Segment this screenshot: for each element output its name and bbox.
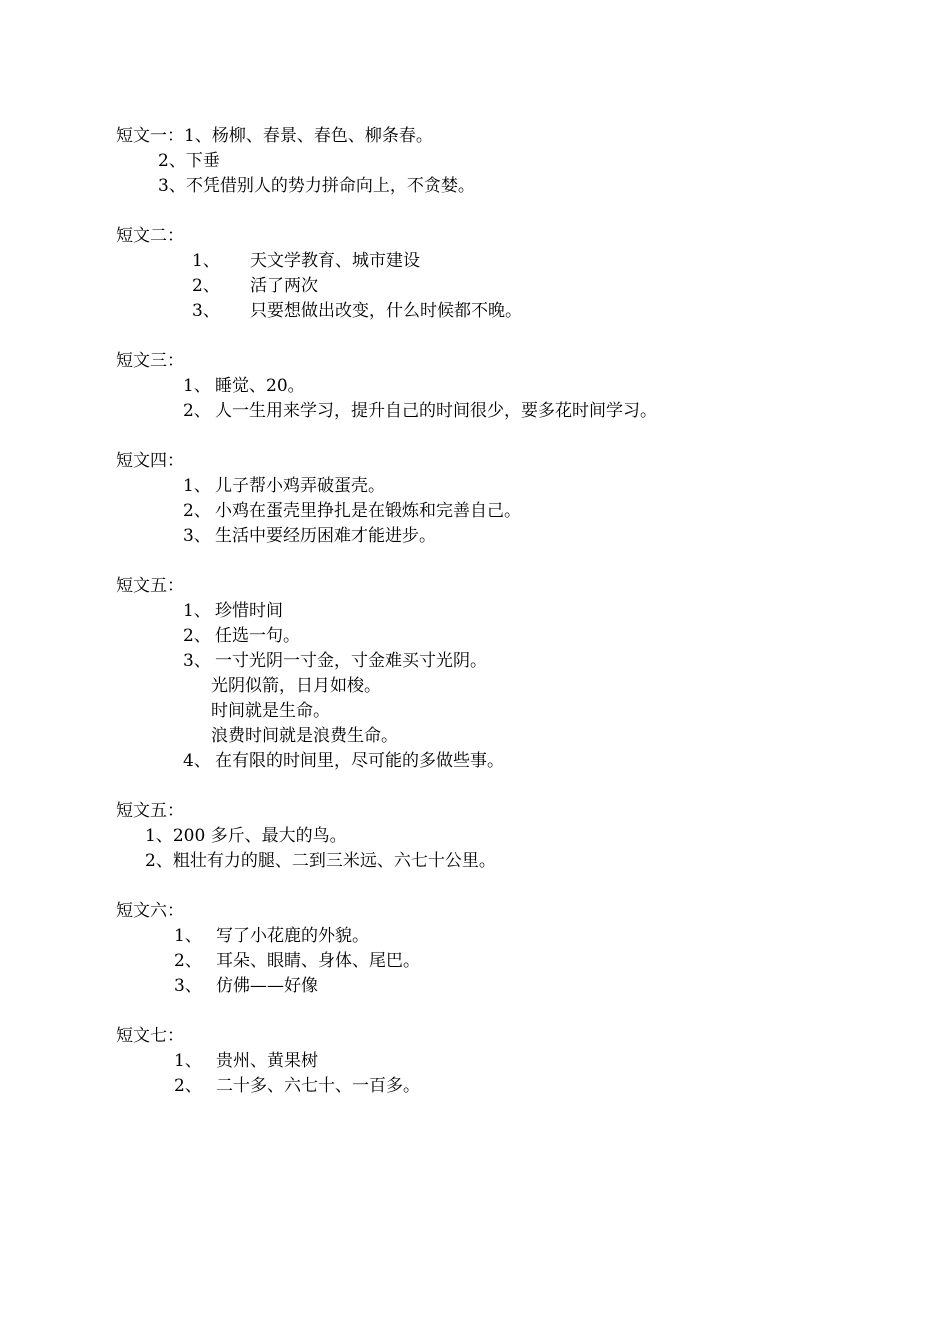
section-4-heading: 短文四： [116,451,184,471]
section-5-item-2-text: 任选一句。 [215,626,300,646]
section-2-heading: 短文二： [116,226,184,246]
section-2-item-1-text: 天文学教育、城市建设 [250,251,420,271]
section-3-item-2-text: 人一生用来学习，提升自己的时间很少，要多花时间学习。 [215,401,657,421]
section-4-item-1-num: 1、 [183,476,211,496]
section-5-heading: 短文五： [116,576,184,596]
section-2-item-3-text: 只要想做出改变，什么时候都不晚。 [250,301,522,321]
section-2-item-1-num: 1、 [192,251,220,271]
section-2-item-3-num: 3、 [192,301,220,321]
section-5-item-3-line-4: 浪费时间就是浪费生命。 [211,726,398,746]
section-2-item-2-num: 2、 [192,276,220,296]
section-5-item-3-line-2: 光阴似箭，日月如梭。 [211,676,381,696]
section-6-heading: 短文六： [116,901,184,921]
section-3-item-1-text: 睡觉、20。 [215,376,305,396]
section-1-heading: 短文一：1、杨柳、春景、春色、柳条春。 [116,126,433,146]
section-7-item-2-num: 2、 [174,1076,202,1096]
section-5-item-2-num: 2、 [183,626,211,646]
section-7-item-1-num: 1、 [174,1051,202,1071]
section-5-item-3-text: 一寸光阴一寸金，寸金难买寸光阴。 [215,651,487,671]
section-6-item-3-num: 3、 [174,976,202,996]
section-1-item-3: 3、不凭借别人的势力拼命向上，不贪婪。 [158,176,475,196]
section-5b-heading: 短文五： [116,801,184,821]
section-4-item-2-text: 小鸡在蛋壳里挣扎是在锻炼和完善自己。 [215,501,521,521]
section-6-item-1-text: 写了小花鹿的外貌。 [216,926,369,946]
section-5-item-3-num: 3、 [183,651,211,671]
section-3-heading: 短文三： [116,351,184,371]
section-7-item-1-text: 贵州、黄果树 [216,1051,318,1071]
section-5-item-4-num: 4、 [183,751,211,771]
section-5b-item-2: 2、粗壮有力的腿、二到三米远、六七十公里。 [145,851,496,871]
section-6-item-1-num: 1、 [174,926,202,946]
section-4-item-3-text: 生活中要经历困难才能进步。 [215,526,436,546]
section-1-item-2: 2、下垂 [158,151,220,171]
section-5-item-4-text: 在有限的时间里，尽可能的多做些事。 [215,751,504,771]
section-4-item-3-num: 3、 [183,526,211,546]
section-5-item-3-line-3: 时间就是生命。 [211,701,330,721]
section-5-item-1-text: 珍惜时间 [215,601,283,621]
section-3-item-2-num: 2、 [183,401,211,421]
section-3-item-1-num: 1、 [183,376,211,396]
section-6-item-2-text: 耳朵、眼睛、身体、尾巴。 [216,951,420,971]
section-7-item-2-text: 二十多、六七十、一百多。 [216,1076,420,1096]
section-4-item-1-text: 儿子帮小鸡弄破蛋壳。 [215,476,385,496]
section-6-item-2-num: 2、 [174,951,202,971]
section-2-item-2-text: 活了两次 [250,276,318,296]
section-7-heading: 短文七： [116,1026,184,1046]
section-6-item-3-text: 仿佛——好像 [216,976,318,996]
section-5b-item-1: 1、200 多斤、最大的鸟。 [145,826,347,846]
section-4-item-2-num: 2、 [183,501,211,521]
section-5-item-1-num: 1、 [183,601,211,621]
